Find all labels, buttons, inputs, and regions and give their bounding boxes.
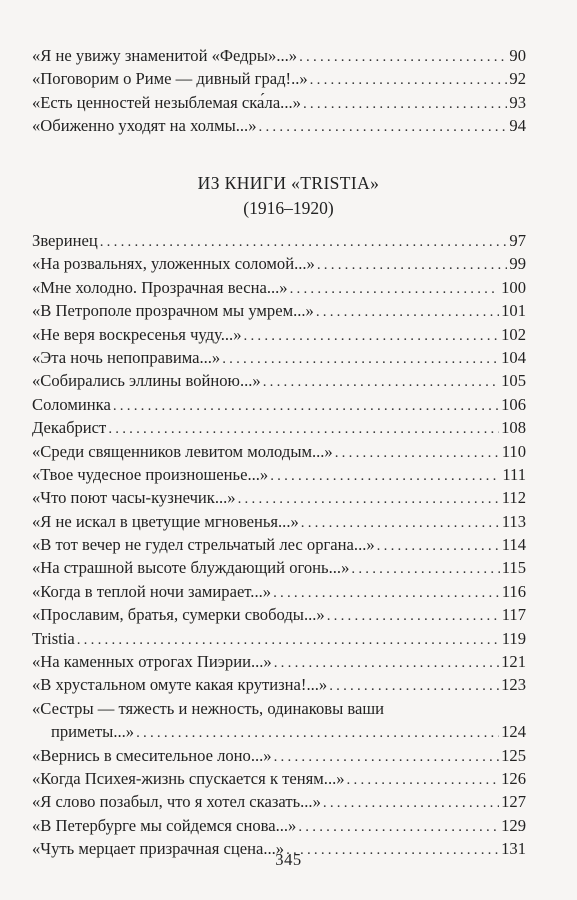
toc-entry-title: «Я не искал в цветущие мгновенья...» [32,510,301,533]
toc-entry-page: 117 [501,605,526,625]
toc-entry [32,580,526,603]
toc-list-main [32,229,526,861]
toc-entry [32,486,526,509]
toc-entry [32,276,526,299]
dot-leader [108,418,499,441]
toc-entry-title: «Среди священников левитом молодым...» [32,440,335,463]
dot-leader [113,395,499,418]
toc-entry [32,673,526,696]
toc-entry-title: Tristia [32,627,77,650]
toc-entry-page: 113 [501,511,526,531]
toc-entry-title: «Чуть мерцает призрачная сцена...» [32,837,286,860]
toc-entry-page: 129 [501,815,526,835]
dot-leader [274,652,499,675]
dot-leader [377,535,500,558]
toc-entry-page: 121 [501,652,526,672]
dot-leader [299,46,507,69]
toc-entry-page: 116 [501,581,526,601]
toc-entry-title: «На розвальнях, уложенных соломой...» [32,252,317,275]
toc-entry [32,440,526,463]
toc-entry [32,114,526,137]
toc-entry [32,814,526,837]
toc-entry-page: 131 [501,839,526,859]
toc-entry-page: 92 [509,69,526,89]
dot-leader [136,722,499,745]
toc-entry-page: 100 [501,277,526,297]
toc-entry-title-continued: приметы...» [51,720,136,743]
toc-entry [32,323,526,346]
dot-leader [273,582,500,605]
dot-leader [316,301,499,324]
toc-entry-title: «Эта ночь непоправима...» [32,346,222,369]
toc-entry-page: 110 [501,441,526,461]
dot-leader [323,792,499,815]
toc-entry-page: 127 [501,792,526,812]
dot-leader [347,769,500,792]
toc-entry-page: 125 [501,745,526,765]
toc-entry [32,369,526,392]
toc-entry [32,67,526,90]
toc-entry-title: «Я слово позабыл, что я хотел сказать...» [32,790,323,813]
toc-entry-page: 102 [501,324,526,344]
toc-entry [32,627,526,650]
dot-leader [270,465,500,488]
toc-entry-title: «Не веря воскресенья чуду...» [32,323,244,346]
toc-entry-page: 108 [501,418,526,438]
toc-entry-title: «На каменных отрогах Пиэрии...» [32,650,274,673]
toc-entry [32,697,526,744]
toc-entry-page: 112 [501,488,526,508]
dot-leader [317,254,508,277]
toc-entry [32,533,526,556]
toc-entry-title: Зверинец [32,229,100,252]
toc-entry [32,510,526,533]
toc-entry [32,416,526,439]
toc-entry [32,790,526,813]
toc-entry-title: «На страшной высоте блуждающий огонь...» [32,556,351,579]
dot-leader [238,488,500,511]
dot-leader [244,325,500,348]
dot-leader [329,675,499,698]
toc-entry [32,603,526,626]
toc-entry-title: «Прославим, братья, сумерки свободы...» [32,603,327,626]
toc-entry-page: 94 [509,116,526,136]
dot-leader [303,93,507,116]
toc-entry-title: «Твое чудесное произношенье...» [32,463,270,486]
toc-entry [32,393,526,416]
section-heading: ИЗ КНИГИ «TRISTIA» [197,173,380,193]
toc-entry [32,91,526,114]
toc-entry-title: «В Петербурге мы сойдемся снова...» [32,814,298,837]
toc-entry [32,463,526,486]
dot-leader [274,746,500,769]
toc-entry-page: 97 [509,231,526,250]
toc-entry-title: «Когда в теплой ночи замирает...» [32,580,273,603]
toc-entry-page: 111 [502,464,526,484]
toc-entry [32,229,526,252]
dot-leader [290,278,500,301]
dot-leader [263,371,499,394]
toc-entry-title: «Что поют часы-кузнечик...» [32,486,238,509]
toc-entry-page: 105 [501,371,526,391]
toc-entry-page: 126 [501,769,526,788]
dot-leader [77,629,500,652]
toc-entry-page: 123 [501,675,526,695]
toc-entry-page: 93 [509,92,526,112]
toc-entry-title: «В хрустальном омуте какая крутизна!...» [32,673,329,696]
toc-entry-title: Декабрист [32,416,108,439]
toc-entry-page: 101 [501,301,526,321]
toc-list-top [32,44,526,138]
dot-leader [259,116,508,139]
toc-entry-title: «Собирались эллины войною...» [32,369,263,392]
toc-entry-page: 99 [509,254,526,274]
toc-entry [32,299,526,322]
toc-entry-page: 90 [509,46,526,65]
toc-entry [32,252,526,275]
dot-leader [327,605,500,628]
toc-entry-title: «В тот вечер не гудел стрельчатый лес органа...» [32,533,377,556]
toc-entry-page: 106 [501,394,526,414]
toc-entry-title: «В Петрополе прозрачном мы умрем...» [32,299,316,322]
dot-leader [222,348,499,371]
dot-leader [310,69,508,92]
toc-entry [32,744,526,767]
toc-entry-title: «Я не увижу знаменитой «Федры»...» [32,44,299,67]
toc-entry [32,346,526,369]
dot-leader [351,558,499,581]
toc-entry-page: 119 [501,628,526,648]
toc-entry-title: «Сестры — тяжесть и нежность, одинаковы ваши [32,698,385,718]
page-number: 345 [275,850,302,869]
dot-leader [298,816,499,839]
toc-entry-page: 115 [501,558,526,578]
toc-entry-page: 124 [501,722,526,742]
toc-entry-title: «Обиженно уходят на холмы...» [32,114,259,137]
toc-entry [32,556,526,579]
toc-entry-title: «Есть ценностей незыблемая ска́ла...» [32,91,303,114]
section-years: (1916–1920) [243,198,334,218]
toc-entry-title: Соломинка [32,393,113,416]
toc-entry-title: «Когда Психея-жизнь спускается к теням...» [32,767,347,790]
toc-entry-title: «Поговорим о Риме — дивный град!..» [32,67,310,90]
dot-leader [100,231,508,254]
toc-entry [32,767,526,790]
toc-entry-page: 104 [501,347,526,367]
toc-entry-title: «Вернись в смесительное лоно...» [32,744,274,767]
dot-leader [335,442,500,465]
toc-entry [32,650,526,673]
toc-entry-title: «Мне холодно. Прозрачная весна...» [32,276,290,299]
toc-entry [32,44,526,67]
toc-entry-page: 114 [501,535,526,555]
dot-leader [301,512,500,535]
